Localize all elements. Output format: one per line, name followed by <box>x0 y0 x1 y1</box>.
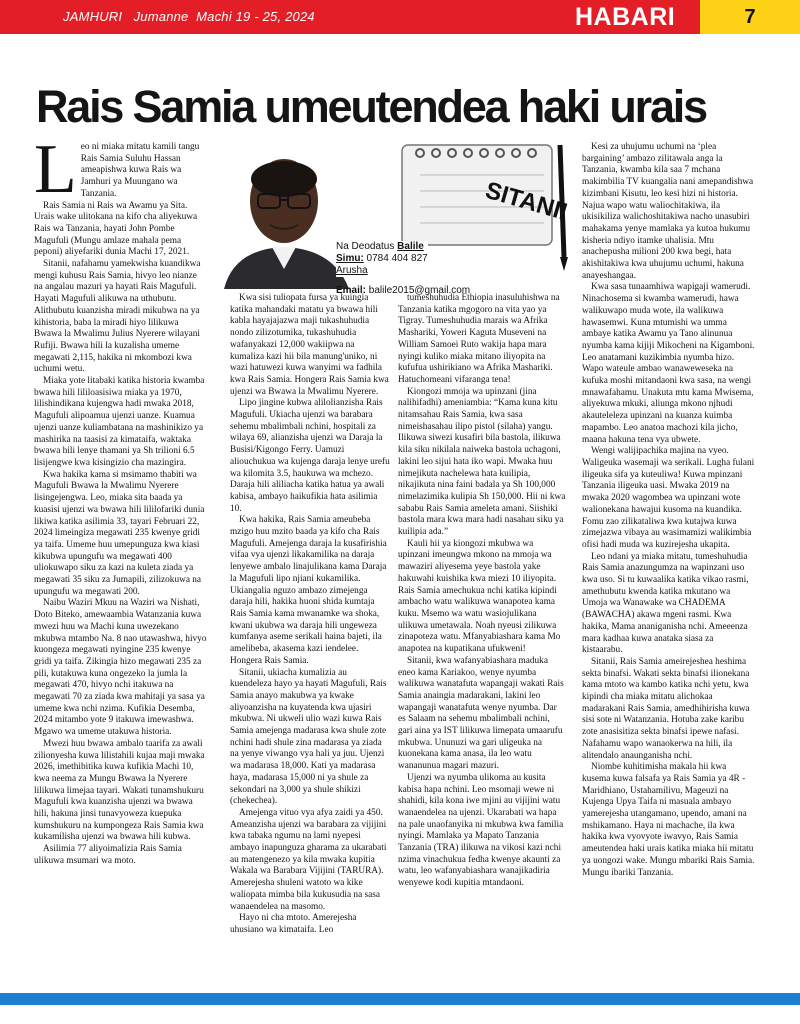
paragraph: Leo ndani ya miaka mitatu, tumeshuhudia Rais Samia anazungumza na wapinzani uso kwa uso. Si tu kuwaalika katika vikao rasmi, amethubutu kwenda katika mkutano wa Umoja wa Wanawake wa CHADEMA (BAWACHA) akawa mgeni rasmi. Kwa hakika, Mama ananiganisha nchi. Ameeenza mara kadhaa kuwa anataka siasa za kistaarabu. <box>582 551 749 656</box>
paragraph: Mwezi huu bwawa ambalo taarifa za awali zilionyesha kuwa lilistahili kujaa maji mwaka 2026, imethibitika kuwa kufikia Machi 10, kwa neema za Mungu Bwawa la Nyerere lilikuwa limejaa tayari. Wakati tunamshukuru Magufuli kwa kuanzisha ujenzi wa bwawa hili, hakuna jinsi tunavyoweza kuepuka kumshukuru na kumpongeza Rais Samia kwa kukamilisha ujenzi wa bwawa hili kubwa. <box>34 738 205 843</box>
section-label: HABARI <box>575 3 676 31</box>
byline-block <box>214 139 576 296</box>
paragraph: Wengi walijipachika majina na vyeo. Waligeuka wasemaji wa serikali. Lugha fulani iligeuka sifa ya kuteuliwa! Kuwa mpinzani Tanzania iligeuka uasi. Mwaka 2019 na mwaka 2020 wagombea wa upinzani wote walionekana hawajui kusoma na kuandika. Fomu zao zilikataliwa kwa kutajwa kuwa zimejazwa vibaya au wasimamizi walikimbia ofisi hadi muda wa kuzirejesha ukapita. <box>582 446 755 550</box>
paragraph: Sitanii, ukiacha kumalizia au kuendeleza hayo ya hayati Magufuli, Rais Samia anayo makubwa ya kwake aliyoanzisha na kuyatenda kwa ujasiri mkubwa. Ni ukweli ulio wazi kuwa Rais Samia amejenga madarasa kwa shule zote nchini hadi shule zina madarasa ya ziada na yenye viwango vya hali ya juu. Ujenzi wa madarasa 18,000. Kati ya madarasa haya, madarasa 15,000 ni ya shule za sekondari na 3,000 ya shule shikizi (chekechea). <box>230 667 387 807</box>
page-header-bar <box>0 0 800 34</box>
article-column-1 <box>34 131 208 868</box>
article-headline: Rais Samia umeutendea haki urais <box>36 81 706 132</box>
page-number: 7 <box>700 0 800 34</box>
paragraph: Kauli hii ya kiongozi mkubwa wa upinzani imeungwa mkono na mmoja wa mawaziri aliyesema yeye bastola yake hakuwahi kuishika kwa miezi 10 iliyopita. Rais Samia amechukua nchi katika kipindi ambacho watu walikuwa wanapotea kama kuku. Msemo wa watu wasiojulikana ulikuwa umetawala. Noah nyeusi zilikuwa zinapoteza watu. Mfanyabiashara kama Mo anapotea na kupatikana ufukweni! <box>398 538 561 655</box>
author-name: Balile <box>397 241 424 252</box>
article-column-3 <box>398 293 566 890</box>
column-tag-text: SITANII <box>482 176 571 226</box>
paragraph: Miaka yote litabaki katika historia kwamba bwawa hili lililoasisiwa miaka ya 1970, lilishindikana kujengwa hadi mwaka 2018, Magufuli alipoamua ujenzi uanze. Kuamua ujenzi uanze kuliambatana na mashinikizo ya mashirika na taasisi za kimataifa, waktaka bwawa hili lenye thamani ya Sh trilioni 6.5 lisijengwe kwa kisingizio cha mazingira. <box>34 376 205 468</box>
email-label: Email: <box>336 285 367 296</box>
paragraph: Kwa sasa tunaamhiwa wapigaji wamerudi. Ninachosema si kwamba wamerudi, hawa walikuwapo muda wote, ila walikuwa hawasemwi. Kuna mtumishi wa umma ambaye katika Awamu ya Tano alinunua nyumba kama kijiji Mikocheni na Kigamboni. Leo anatamani kuzikimbia nyumba hizo. Wapo wateule ambao wanaweweseka na kufuka moshi mitandaoni kwa sasa, na wengi mnawafahamu. Unakuta mtu kama Mwisema, aliyekuwa mkuki, aliunga mkono njhudi akauteleleza upinzani na kuanza kuimba mapambo. Leo anatoa machozi kila jicho, maana hakuna tena vya ubwete. <box>582 282 755 445</box>
author-city: Arusha <box>336 265 368 276</box>
paragraph: Kiongozi mmoja wa upinzani (jina nalihifadhi) ameniambia: “Kama kuna kitu nitamsahau Rais Samia, kwa sasa nimeishasahau ilipo pistol (silaha) yangu. Ilikuwa siwezi kusafiri bila bastola, ilikuwa kila siku nikilala naiweka bastola uchagoni, lakini leo sijui hata iko wapi. Mwaka huu nimejikuta nachelewa hata kuilipia, nikajikuta nina faini badala ya Sh 100,000 nimelazimika kulipia Sh 150,000. Hii ni kwa sababu Rais Samia ameleta amani. Siishiki bastola mara kwa mara hadi nasahau siku ya kuilipia ada.” <box>398 386 566 538</box>
phone-number: 0784 404 827 <box>363 253 428 264</box>
paragraph: Sitanii, kwa wafanyabiashara maduka eneo kama Kariakoo, wenye nyumba walikuwa wanatafuta wapangaji wakati Rais Samia anaingia madarakani, lakini leo wapangaji wanatafuta wenye nyumba. Dar es Salaam na sehemu mbalimbali nchini, gari aina ya IST lilikuwa limepata umaarufu mkubwa. Ununuzi wa gari uligeuka na kuonekana kama anasa, ila leo watu wananunua magari mazuri. <box>398 655 564 772</box>
paragraph: Lipo jingine kubwa alilolianzisha Rais Magufuli. Ukiacha ujenzi wa barabara sehemu mbalimbali nchini, hospitali za wilaya 69, alianzisha ujenzi wa Daraja la Busisi/Kigongo Ferry. Uamuzi aliouchukua wa kujenga daraja lenye urefu wa kilomita 3.5, haukuwa wa mchezo. Daraja hili aliliacha katika hatua ya awali kabisa, ambayo haikufikia hata asilimia 10. <box>230 398 390 514</box>
paragraph: Naibu Waziri Mkuu na Waziri wa Nishati, Doto Biteko, amewaambia Watanzania kuwa mwezi huu wa Machi kuna uwezekano mkubwa mtambo Na. 8 nao utawashwa, hivyo kuongeza megawati nyingine 235 kwenye gridi ya taifa. Zikingia hizo megawati 235 za pili, kutakuwa kuna ongezeko la jumla la megawati 470, hivyo nchi itakuwa na megawati 70 za ziada kwa mahitaji ya sasa ya umeme kwa nchi nzima. Kufikia Desemba, 2024 mitambo yote 9 itakuwa imewashwa. Mgawo wa umeme utakuwa historia. <box>34 598 207 738</box>
footer-margin <box>0 1005 800 1024</box>
article-column-2 <box>230 293 390 937</box>
paper-name-and-date: JAMHURI Jumanne Machi 19 - 25, 2024 <box>63 9 315 24</box>
paragraph: Rais Samia ni Rais wa Awamu ya Sita. Urais wake ulitokana na kifo cha aliyekuwa Rais wa Tanzania, hayati John Pombe Magufuli (Mungu amlaze mahala pema peponi) aliyefariki dunia Machi 17, 2021. <box>34 200 198 258</box>
paragraph: Kesi za uhujumu uchumi na ‘plea bargaining’ ambazo zilitawala anga la Tanzania, kwamba kila saa 7 mchana makimbilia TV kuangalia nani amepandishwa kizimbani Kisutu, leo kesi hizi ni historia. Najua wapo watu waliochitakiwa, ila ukisikiliza walichoshitakiwa nacho unasubiri mahakama yenye mamlaka ya kutoa hukumu kisheria ndiyo itamke uhalisia. Mtu anachepusha milioni 200 kwa begi, hata akishitakiwa kwa uhujumu uchumi, hakuna anayeshangaa. <box>582 142 754 281</box>
paragraph: Hayo ni cha mtoto. Amerejesha uhusiano wa kimataifa. Leo <box>230 913 357 935</box>
footer-color-band <box>0 993 800 1005</box>
email-address: balile2015@gmail.com <box>366 285 471 296</box>
paragraph: Asilimia 77 aliyoimalizia Rais Samia ulikuwa msumari wa moto. <box>34 844 182 866</box>
paragraph: Ujenzi wa nyumba ulikoma au kusita kabisa hapa nchini. Leo msomaji wewe ni shahidi, kila kona iwe mjini au vijijini watu wanaendelea na ujenzi. Ukarabati wa hapa na pale unaofanyika ni mkubwa kwa familia nyingi. Mamlaka ya Mapato Tanzania Tanzania (TRA) ilikuwa na vikosi kazi nchi nzima vinachukua fedha kwenye akaunti za watu, leo wafanyabiashara wanajikadiria wenyewe kodi kupitia mtandaoni. <box>398 772 564 889</box>
paragraph: Amejenga vituo vya afya zaidi ya 450. Ameanzisha ujenzi wa barabara za vijijini kwa tabaka ngumu na lami nyepesi ambayo inapunguza gharama za ukarabati au matengenezo ya kila mwaka kupitia Wakala wa Barabara Vijijini (TARURA). Amerejesha shuleni watoto wa kike waliopata mimba bila kukusudia na sasa wanaendelea na masomo. <box>230 807 387 912</box>
paragraph: eo ni miaka mitatu kamili tangu Rais Samia Suluhu Hassan ameapishwa kuwa Rais wa Jamhuri ya Muungano wa Tanzania. <box>80 142 200 199</box>
paragraph: Sitanii, nafahamu yamekwisha kuandikwa mengi kuhusu Rais Samia, hivyo leo nianze na angalau mazuri ya hayati Rais Magufuli. Hayati Magufuli alikuwa na uthubutu. Alithubutu kuanzisha miradi mikubwa na ya kihistoria, baba la miradi hiyo lilikuwa Bwawa la Mwalimu Julius Nyerere wilayani Rufiji. Bwawa hili la kuzalisha umeme megawati 2,115, hakika ni mkombozi kwa uchumi wetu. <box>34 259 201 375</box>
paragraph: Kwa hakika kama si msimamo thabiti wa Magufuli Bwawa la Mwalimu Nyerere lisingejengwa. Leo, miaka sita baada ya kuasisi ujenzi wa bwawa hili lililofariki dunia likiwa katika asilimia 33, tayari Februari 22, 2024 limeingiza megawati 235 kwenye gridi ya taifa. Umeme huu umepunguza kwa kiasi kikubwa upungufu wa megawati 400 uliokuwapo siku za kazi na kuleta ziada ya megawati 35 siku za Jumapili, zilizokuwa na upungufu wa megawati 200. <box>34 469 205 597</box>
phone-label: Simu: <box>336 253 364 264</box>
author-prefix: Na Deodatus <box>336 241 398 252</box>
paragraph: Kwa hakika, Rais Samia ameubeba mzigo huu mzito baada ya kifo cha Rais Magufuli. Amejenga daraja la kusafirishia vifaa vya ujenzi likakamilika na daraja lenyewe ambalo linajulikana kama Daraja la Magufuli lipo njiani kukamilika. Ukiangalia nguzo ambazo zimejenga daraja hili, hakika huoni shida kumtaja Rais Samia kama mwanamke wa shoka, kwani ukubwa wa daraja hili ungeweza kumfanya aseme serikali haina bajeti, ila amelibeba, akasema kazi iendelee. Hongera Rais Samia. <box>230 515 387 666</box>
paragraph: tumeshuhudia Ethiopia inasuluhishwa na Tanzania katika mgogoro na vita yao ya Tigray. Tumeshuhudia marais wa Afrika Mashariki, Yoweri Kaguta Museveni na William Samoei Ruto wakija hapa mara nyingi kuliko miaka mitano iliyopita na kufufua ushirikiano wa Afrika Mashariki. Hatuchomeani vifaranga tena! <box>398 293 560 385</box>
paragraph: Sitanii, Rais Samia ameirejeshea heshima sekta binafsi. Wakati sekta binafsi ilionekana kama mtoto wa kambo katika nchi yetu, kwa kipindi cha miaka mitatu alichokaa madarakani Rais Samia, amedhihirisha kuwa sisi sote ni Watanzania. Hotuba zake karibu zote anasisitiza sekta binafsi ipewe nafasi. Nafahamu wapo wanaokerwa na hili, ila alitendalo anaunganisha nchi. <box>582 656 750 761</box>
paragraph: Kwa sisi tuliopata fursa ya kuingia katika mahandaki matatu ya bwawa hili kabla hayajajazwa maji tukashuhudia nondo zilizotumika, tukashuhudia wafanyakazi 12,000 wakiipwa na kumaliza kazi hii bila manung'uniko, ni wazi hatuwezi kuwa wanyimi wa fadhila kwa Rais Samia. Hongera Rais Samia kwa ujenzi wa Bwawa la Mwalimu Nyerere. <box>230 293 389 397</box>
drop-cap: L <box>34 131 77 208</box>
author-details <box>336 241 428 277</box>
paragraph: Niombe kuhitimisha makala hii kwa kusema kuwa falsafa ya Rais Samia ya 4R - Maridhiano, Ustahamilivu, Mageuzi na Kujenga Upya Taifa ni masuala ambayo yamerejesha utangamano, upendo, amani na mshikamano. Haya ni machache, ila kwa hakika kwa vyovyote iwavyo, Rais Samia ameutendea haki urais katika miaka hii mitatu ya uongozi wake. Mungu mbariki Rais Samia. Mungu ibariki Tanzania. <box>582 762 755 878</box>
article-column-4 <box>582 142 756 879</box>
